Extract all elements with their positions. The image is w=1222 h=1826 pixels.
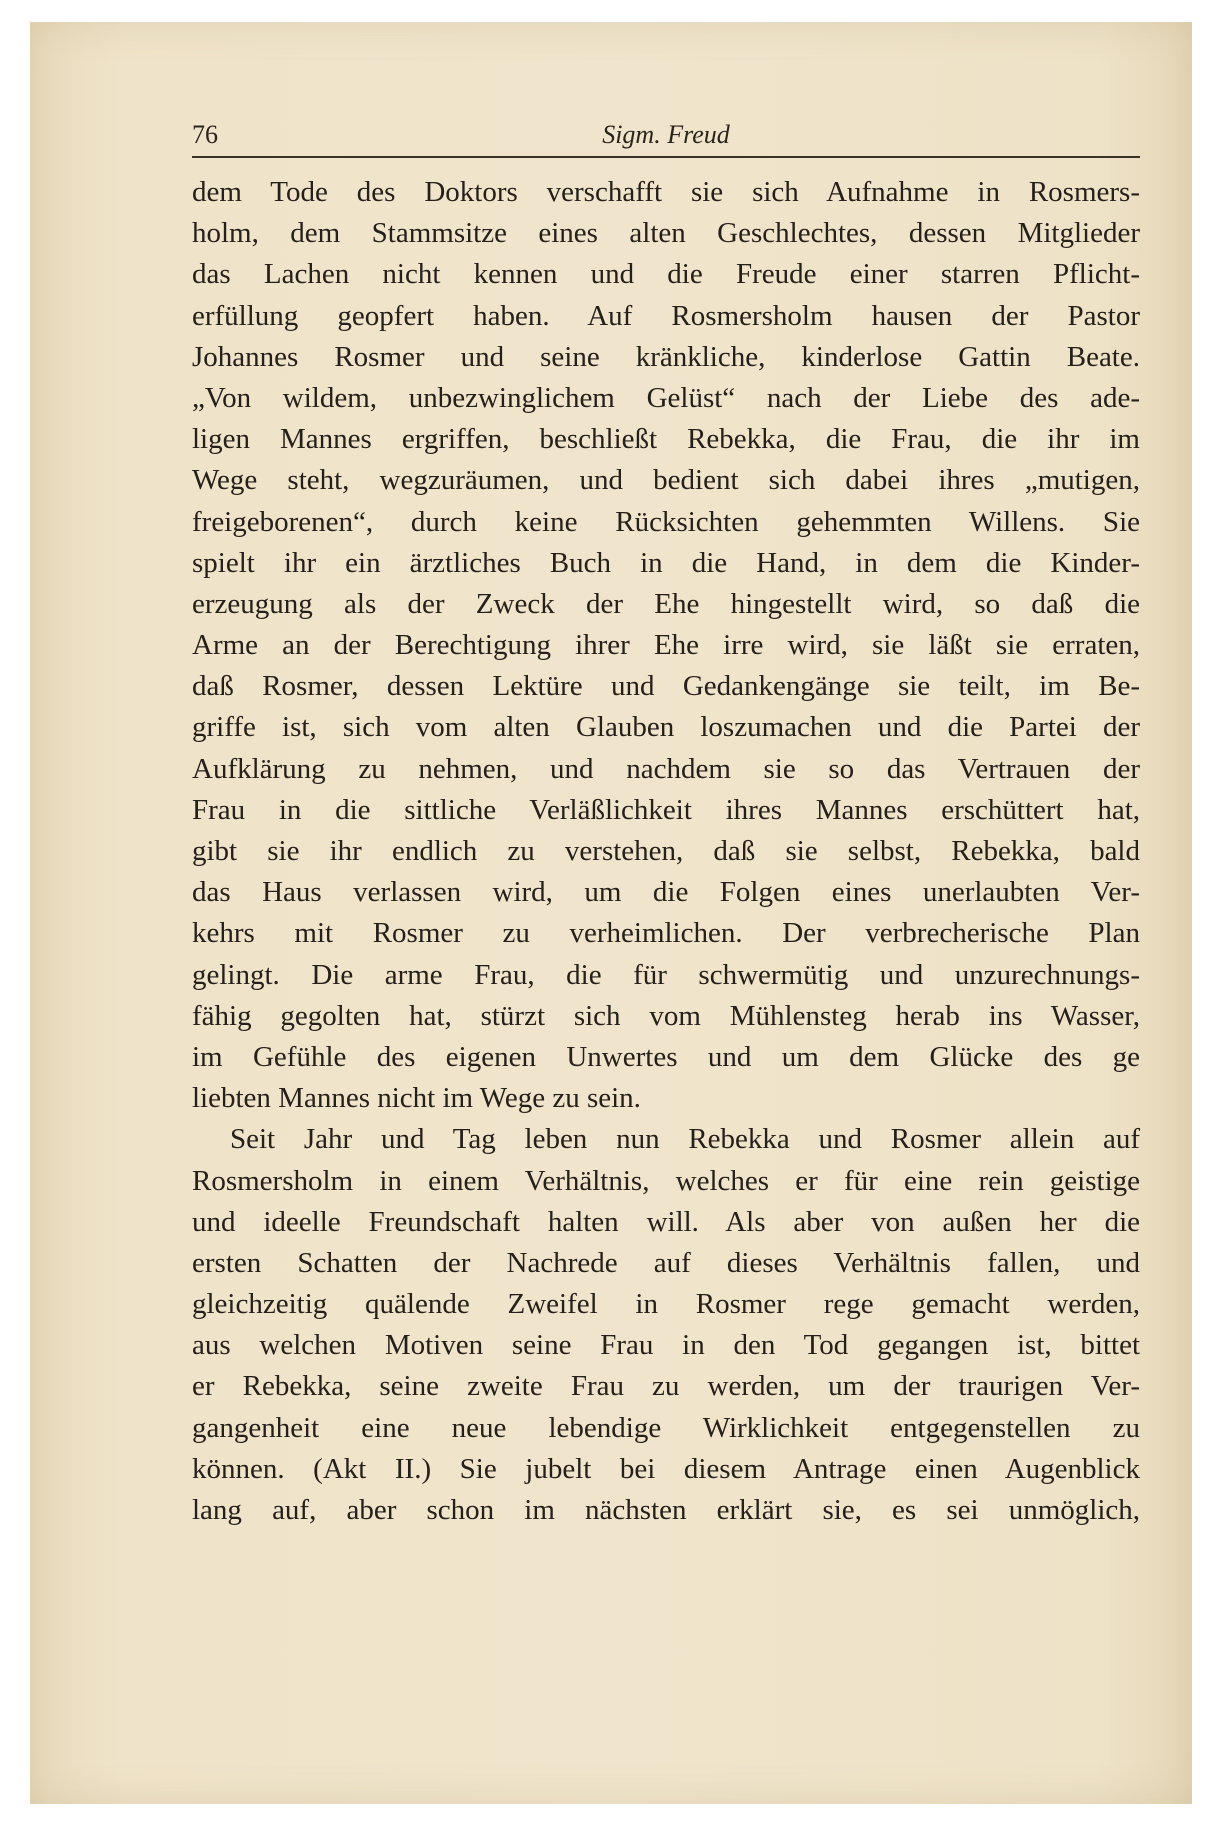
text-line: lang auf, aber schon im nächsten erklärt sie, es sei unmöglich, xyxy=(192,1494,1140,1526)
text-line: ersten Schatten der Nachrede auf dieses Verhältnis fallen, und xyxy=(192,1246,1140,1279)
text-line: Aufklärung zu nehmen, und nachdem sie so das Vertrauen der xyxy=(192,752,1140,785)
text-line: Frau in die sittliche Verläßlichkeit ihres Mannes erschüttert hat, xyxy=(192,793,1140,826)
text-line: freigeborenen“, durch keine Rücksichten gehemmten Willens. Sie xyxy=(192,505,1140,538)
header-rule xyxy=(192,156,1140,158)
text-line: gibt sie ihr endlich zu verstehen, daß sie selbst, Rebekka, bald xyxy=(192,835,1140,867)
text-line: gangenheit eine neue lebendige Wirklichkeit entgegenstellen zu xyxy=(192,1411,1140,1444)
text-line: können. (Akt II.) Sie jubelt bei diesem Antrage einen Augenblick xyxy=(192,1452,1140,1485)
text-line: Rosmersholm in einem Verhältnis, welches er für eine rein geistige xyxy=(192,1164,1140,1197)
text-line: im Gefühle des eigenen Unwertes und um dem Glücke des ge xyxy=(192,1040,1140,1073)
text-line: ligen Mannes ergriffen, beschließt Rebekka, die Frau, die ihr im xyxy=(192,423,1140,456)
text-line: aus welchen Motiven seine Frau in den Tod gegangen ist, bittet xyxy=(192,1329,1140,1362)
running-head: Sigm. Freud xyxy=(602,120,730,149)
text-line: liebten Mannes nicht im Wege zu sein. xyxy=(192,1082,641,1115)
text-line: und ideelle Freundschaft halten will. Als aber von außen her die xyxy=(192,1205,1140,1238)
text-line: erfüllung geopfert haben. Auf Rosmersholm hausen der Pastor xyxy=(192,299,1140,332)
page-header xyxy=(192,120,1140,156)
text-line: holm, dem Stammsitze eines alten Geschlechtes, dessen Mitglieder xyxy=(192,217,1140,250)
page-number: 76 xyxy=(192,120,218,149)
text-line: griffe ist, sich vom alten Glauben loszumachen und die Partei der xyxy=(192,711,1140,744)
text-line: Johannes Rosmer und seine kränkliche, kinderlose Gattin Beate. xyxy=(192,340,1140,373)
text-line: spielt ihr ein ärztliches Buch in die Hand, in dem die Kinder- xyxy=(192,546,1140,579)
text-line: Wege steht, wegzuräumen, und bedient sich dabei ihres „mutigen, xyxy=(192,464,1140,497)
text-line: erzeugung als der Zweck der Ehe hingestellt wird, so daß die xyxy=(192,587,1140,620)
text-line: das Lachen nicht kennen und die Freude einer starren Pflicht- xyxy=(192,258,1140,291)
text-line: das Haus verlassen wird, um die Folgen eines unerlaubten Ver- xyxy=(192,876,1140,909)
text-line: er Rebekka, seine zweite Frau zu werden, um der traurigen Ver- xyxy=(192,1370,1140,1403)
text-line: fähig gegolten hat, stürzt sich vom Mühlensteg herab ins Wasser, xyxy=(192,999,1140,1032)
text-line: Arme an der Berechtigung ihrer Ehe irre wird, sie läßt sie erraten, xyxy=(192,629,1140,662)
text-line: gelingt. Die arme Frau, die für schwermütig und unzurechnungs- xyxy=(192,958,1140,991)
text-line: „Von wildem, unbezwinglichem Gelüst“ nach der Liebe des ade- xyxy=(192,381,1140,414)
text-line: dem Tode des Doktors verschafft sie sich Aufnahme in Rosmers- xyxy=(192,176,1140,208)
text-line: gleichzeitig quälende Zweifel in Rosmer rege gemacht werden, xyxy=(192,1288,1140,1321)
body-text xyxy=(192,172,1140,1531)
paragraph-start-line: Seit Jahr und Tag leben nun Rebekka und Rosmer allein auf xyxy=(230,1123,1140,1156)
text-line: daß Rosmer, dessen Lektüre und Gedankengänge sie teilt, im Be- xyxy=(192,670,1140,703)
text-line: kehrs mit Rosmer zu verheimlichen. Der verbrecherische Plan xyxy=(192,917,1140,950)
